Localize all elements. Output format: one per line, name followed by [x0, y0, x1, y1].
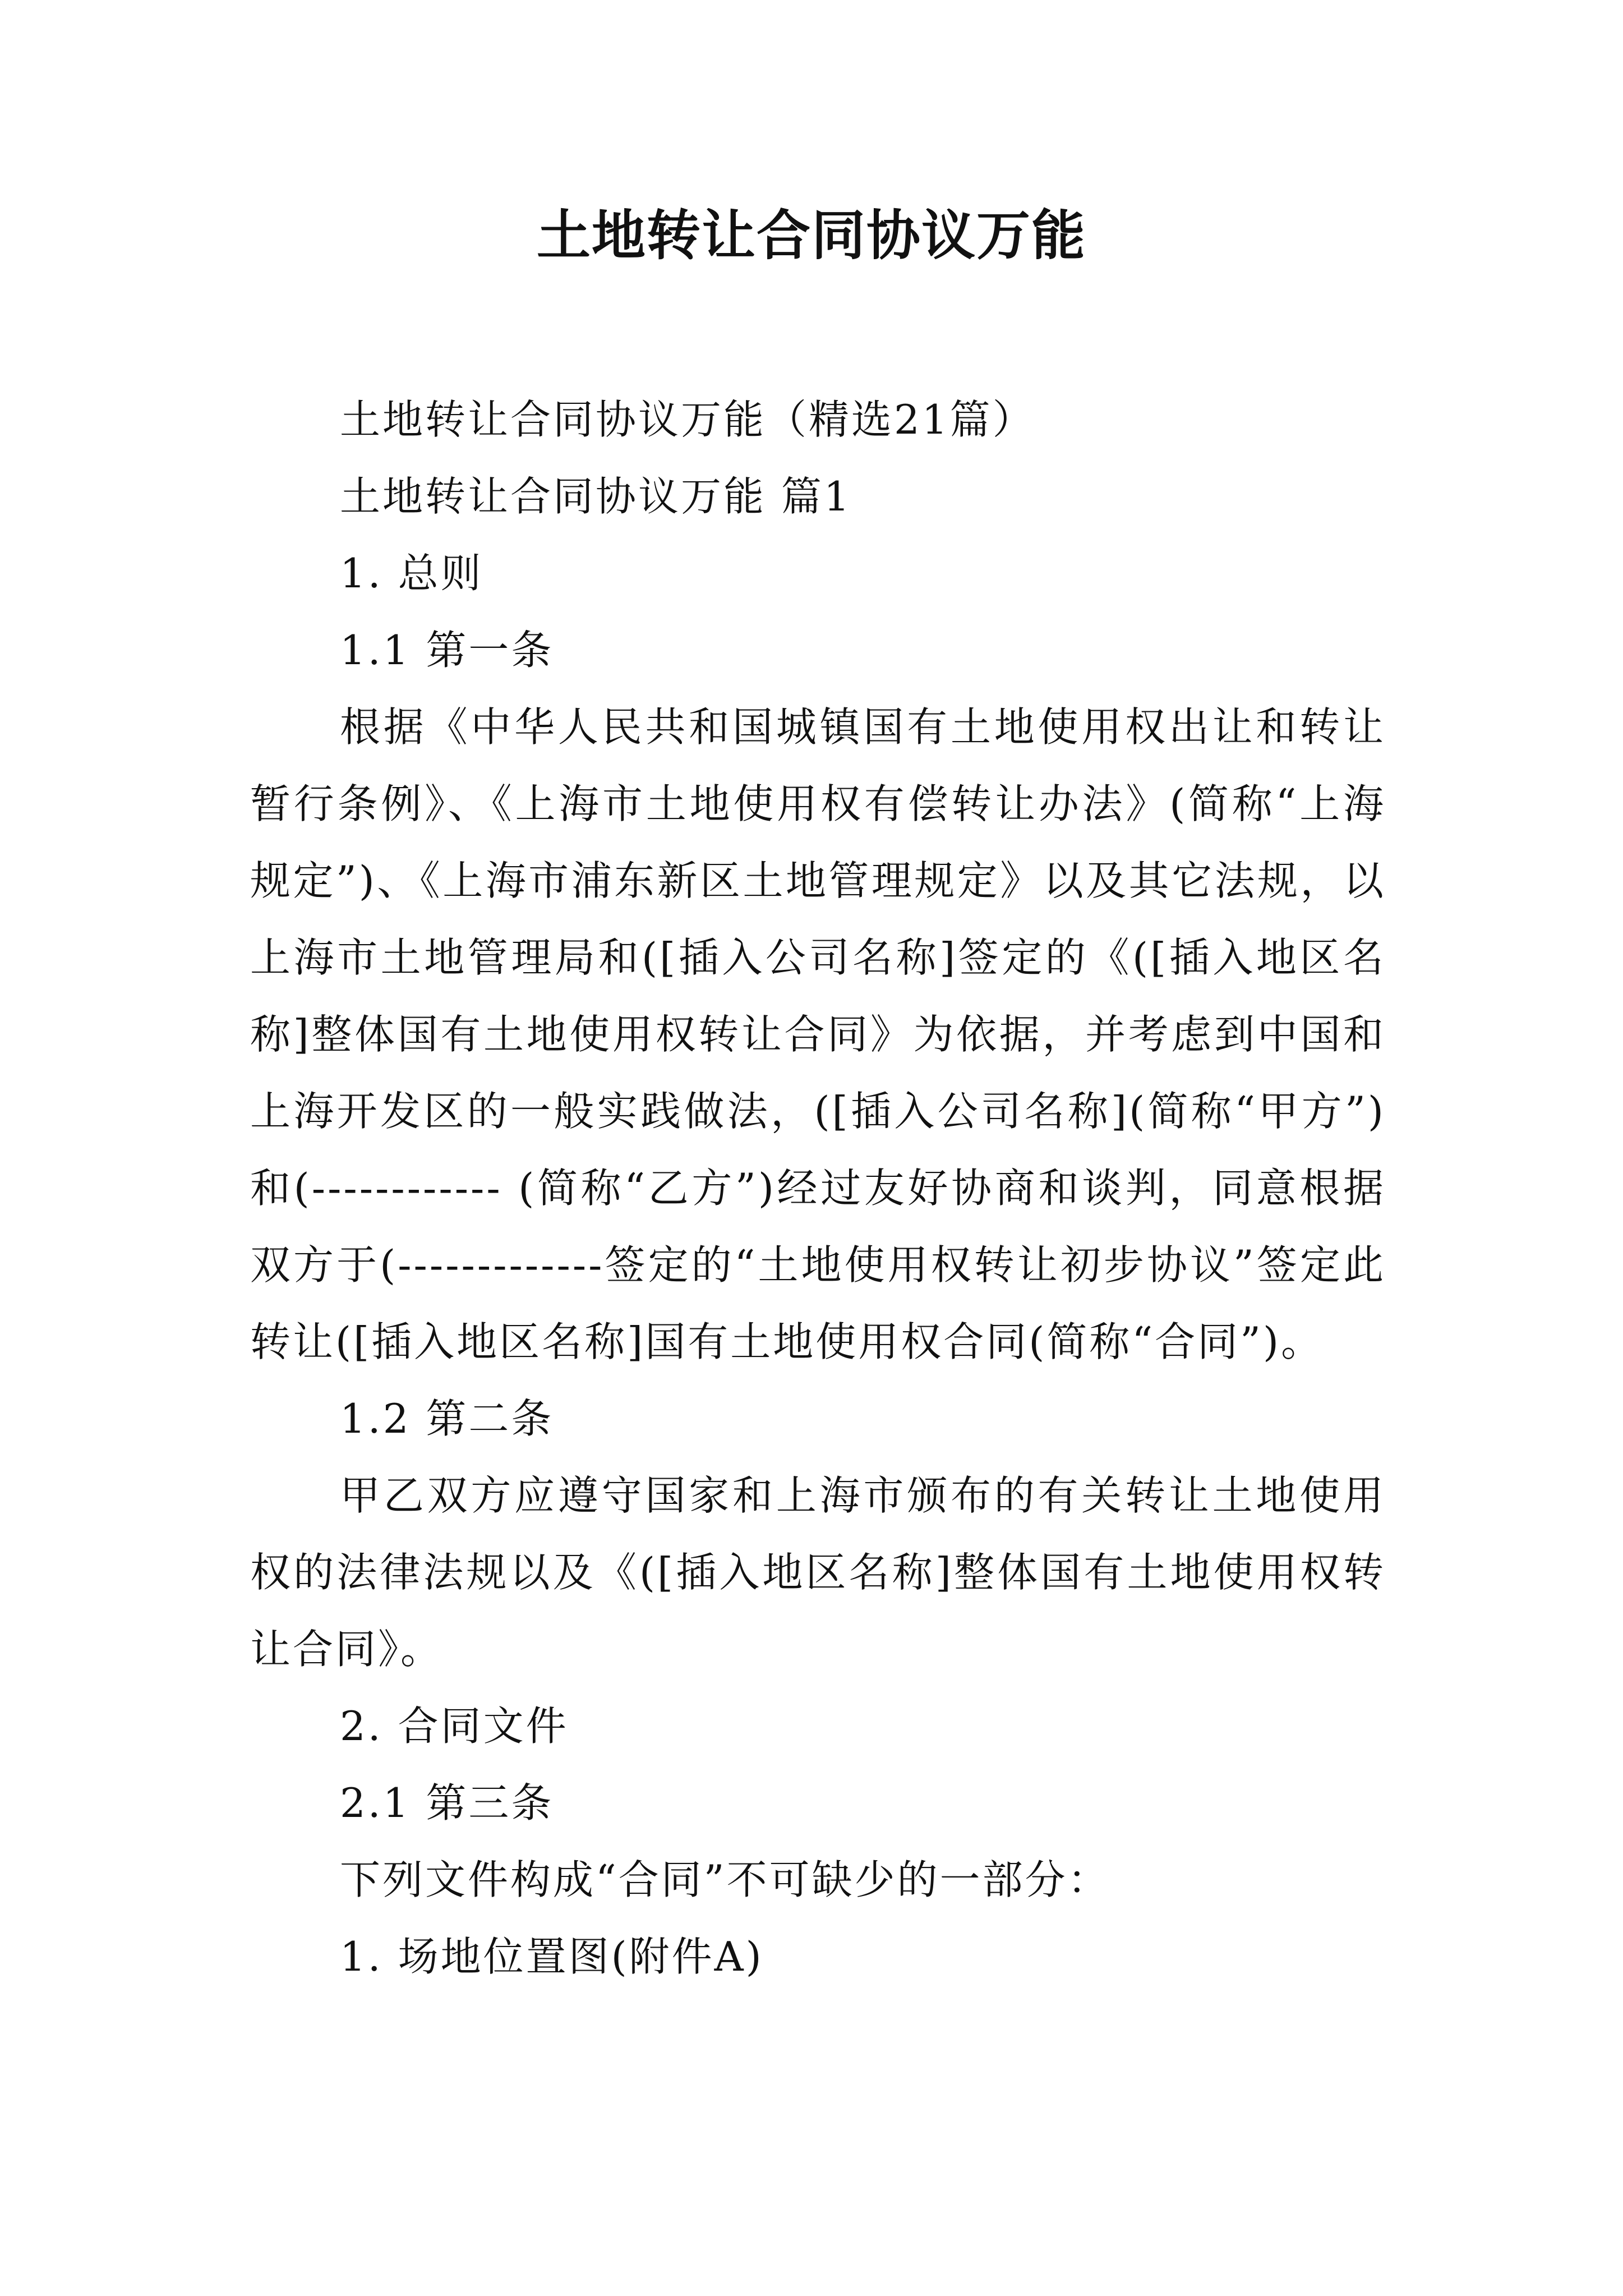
document-body: [250, 381, 1386, 1995]
article-heading: 1.1 第一条: [340, 627, 554, 674]
document-subtitle: 土地转让合同协议万能（精选21篇）: [340, 396, 1035, 443]
article-paragraph: 下列文件构成“合同”不可缺少的一部分：: [340, 1856, 1110, 1903]
chapter-heading: 土地转让合同协议万能 篇1: [340, 473, 852, 520]
article-heading: 2.1 第三条: [340, 1779, 554, 1826]
section-heading: 1. 总则: [340, 550, 483, 597]
article-paragraph: 甲乙双方应遵守国家和上海市颁布的有关转让土地使用权的法律法规以及《([插入地区名称]整体国有土地使用权转让合同》。: [250, 1472, 1386, 1673]
article-paragraph: 根据《中华人民共和国城镇国有土地使用权出让和转让暂行条例》、《上海市土地使用权有偿转让办法》(简称“上海规定”)、《上海市浦东新区土地管理规定》以及其它法规，以上海市土地管理局和([插入公司名称]签定的《([插入地区名称]整体国有土地使用权转让合同》为依据，并考虑到中国和上海开发区的一般实践做法，([插入公司名称](简称“甲方”)和(------------ (简称“乙方”)经过友好协商和谈判，同意根据双方于(-------------签定的“土地使用权转让初步协议”签定此转让([插入地区名称]国有土地使用权合同(简称“合同”)。: [250, 703, 1386, 1365]
section-heading: 2. 合同文件: [340, 1703, 569, 1750]
list-item: 1. 场地位置图(附件A): [340, 1933, 764, 1980]
document-title: 土地转让合同协议万能: [537, 204, 1086, 267]
article-heading: 1.2 第二条: [340, 1395, 554, 1442]
